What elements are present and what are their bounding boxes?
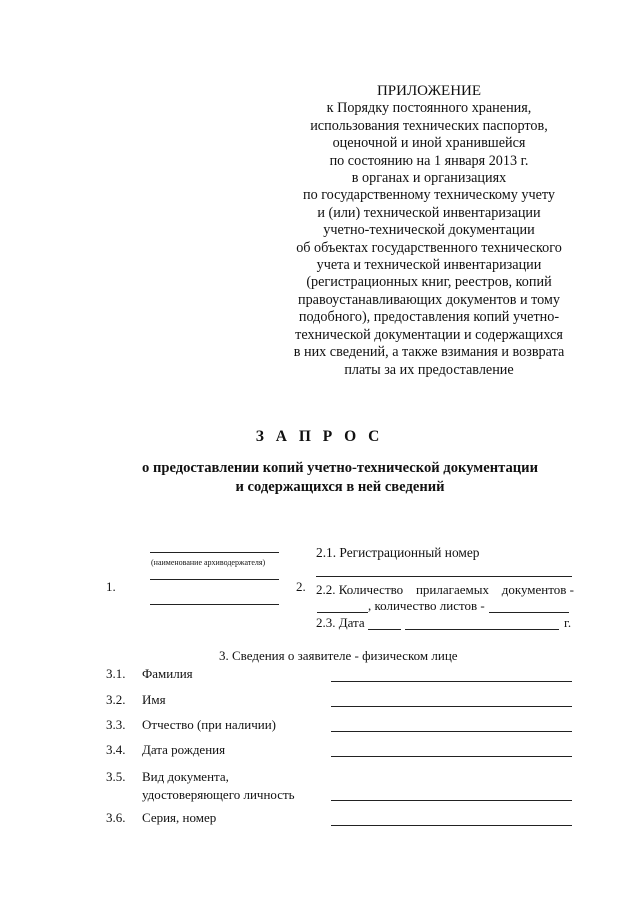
field-3-5-label-line-2: удостоверяющего личность (142, 787, 295, 802)
appendix-line: правоустанавливающих документов и тому (297, 291, 561, 308)
subtitle-line-1: о предоставлении копий учетно-технической документации (142, 460, 538, 476)
section-2-number: 2. (296, 579, 306, 594)
field-3-2-label: Имя (142, 692, 166, 707)
appendix-line: использования технических паспортов, (310, 117, 548, 134)
id-document-type-field[interactable] (331, 800, 572, 801)
appendix-line: по государственному техническому учету (302, 187, 556, 204)
appendix-line: учета и технической инвентаризации (316, 257, 542, 274)
holder-name-line-2[interactable] (150, 579, 279, 580)
date-month-field[interactable] (405, 629, 559, 630)
document-subtitle (80, 459, 600, 497)
reg-number-field[interactable] (316, 576, 572, 577)
first-name-field[interactable] (331, 706, 572, 707)
appendix-line: подобного), предоставления копий учетно- (298, 309, 560, 326)
field-3-5-number: 3.5. (106, 769, 126, 784)
field-3-5-label: Вид документа, (142, 769, 229, 784)
appendix-heading: ПРИЛОЖЕНИЕ (376, 83, 482, 99)
holder-name-line-3[interactable] (150, 604, 279, 605)
appendix-line: в них сведений, а также взимания и возврата (293, 344, 565, 361)
patronymic-field[interactable] (331, 731, 572, 732)
appendix-line: об объектах государственного технического (296, 239, 562, 256)
attached-word-1: 2.2. Количество (316, 582, 404, 597)
field-3-4-number: 3.4. (106, 742, 126, 757)
field-3-3-label: Отчество (при наличии) (142, 717, 277, 732)
document-title: З А П Р О С (255, 428, 384, 445)
appendix-line: в органах и организациях (351, 170, 507, 187)
reg-number-label: 2.1. Регистрационный номер (316, 545, 480, 560)
subtitle-line-2: и содержащихся в ней сведений (235, 479, 445, 495)
appendix-line: к Порядку постоянного хранения, (326, 100, 532, 117)
attached-docs-count-field[interactable] (317, 612, 368, 613)
sheets-count-field[interactable] (489, 612, 569, 613)
holder-caption: (наименование архиводержателя) (151, 558, 266, 567)
surname-field[interactable] (331, 681, 572, 682)
sheets-count-label: , количество листов - (368, 598, 485, 613)
section-3-heading: 3. Сведения о заявителе - физическом лице (219, 648, 458, 663)
series-number-field[interactable] (331, 825, 572, 826)
appendix-block (259, 83, 599, 379)
field-3-6-label: Серия, номер (142, 810, 217, 825)
attached-word-2: прилагаемых (415, 582, 489, 597)
date-label: 2.3. Дата (316, 615, 365, 630)
appendix-line: учетно-технической документации (323, 222, 535, 239)
appendix-line: оценочной и иной хранившейся (332, 135, 526, 152)
appendix-line: платы за их предоставление (344, 361, 514, 378)
appendix-line: по состоянию на 1 января 2013 г. (329, 152, 529, 169)
appendix-line: (регистрационных книг, реестров, копий (306, 274, 552, 291)
field-3-4-label: Дата рождения (142, 742, 226, 757)
field-3-1-label: Фамилия (142, 666, 193, 681)
attached-word-3: документов - (501, 582, 574, 597)
field-3-2-number: 3.2. (106, 692, 126, 707)
birth-date-field[interactable] (331, 756, 572, 757)
appendix-line: и (или) технической инвентаризации (317, 204, 541, 221)
field-3-3-number: 3.3. (106, 717, 126, 732)
appendix-line: технической документации и содержащихся (295, 326, 563, 343)
holder-name-line[interactable] (150, 552, 279, 553)
field-3-1-number: 3.1. (106, 666, 126, 681)
date-year-suffix: г. (564, 615, 572, 630)
field-3-6-number: 3.6. (106, 810, 126, 825)
section-1-number: 1. (106, 579, 116, 594)
attached-docs-label (316, 582, 574, 598)
date-day-field[interactable] (368, 629, 401, 630)
